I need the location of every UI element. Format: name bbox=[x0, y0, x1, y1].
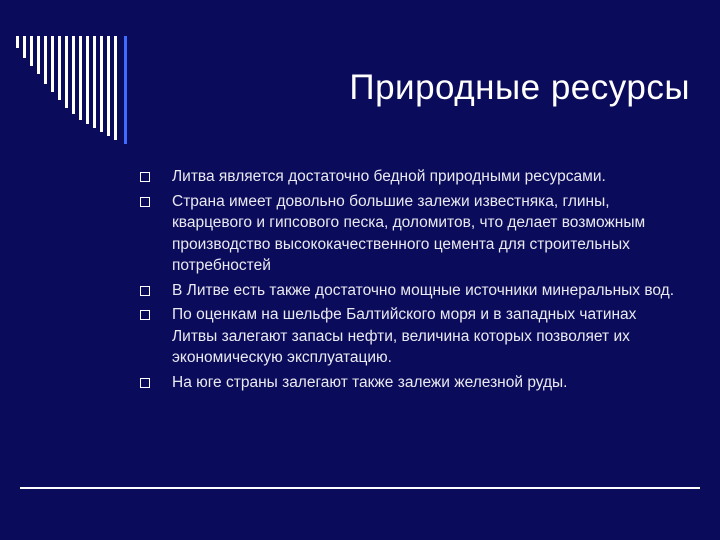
decorative-bar bbox=[79, 36, 82, 120]
decorative-bar bbox=[58, 36, 61, 100]
list-item bbox=[140, 280, 685, 302]
decorative-bar-accent bbox=[124, 36, 127, 144]
decorative-bar bbox=[16, 36, 19, 48]
bullet-list bbox=[140, 166, 685, 393]
list-item-text: Страна имеет довольно большие залежи известняка, глины, кварцевого и гипсового песка, доломитов, что делает возможным производство высококачественного цемента для строительных потребностей bbox=[172, 192, 646, 274]
list-item bbox=[140, 304, 685, 369]
decorative-bars bbox=[16, 36, 136, 146]
decorative-bar bbox=[100, 36, 103, 132]
decorative-bar bbox=[86, 36, 89, 124]
slide-title: Природные ресурсы bbox=[349, 68, 690, 107]
decorative-bar bbox=[65, 36, 68, 108]
list-item-text: В Литве есть также достаточно мощные источники минеральных вод. bbox=[172, 281, 675, 299]
decorative-bar bbox=[107, 36, 110, 136]
hollow-square-icon bbox=[140, 197, 150, 207]
list-item bbox=[140, 191, 685, 277]
decorative-bar bbox=[30, 36, 33, 66]
decorative-bar bbox=[72, 36, 75, 114]
decorative-bar bbox=[23, 36, 26, 58]
hollow-square-icon bbox=[140, 286, 150, 296]
decorative-bar bbox=[93, 36, 96, 128]
decorative-bar bbox=[51, 36, 54, 92]
list-item-text: Литва является достаточно бедной природными ресурсами. bbox=[172, 168, 606, 185]
list-item-text: По оценкам на шельфе Балтийского моря и в западных чатинах Литвы залегают запасы нефти, величина которых позволяет их экономическую эксплуатацию. bbox=[172, 306, 637, 366]
decorative-bar bbox=[44, 36, 47, 84]
list-item bbox=[140, 372, 685, 394]
hollow-square-icon bbox=[140, 172, 150, 182]
hollow-square-icon bbox=[140, 378, 150, 388]
list-item bbox=[140, 166, 685, 188]
footer-divider bbox=[20, 487, 700, 489]
list-item-text: На юге страны залегают также залежи железной руды. bbox=[172, 373, 568, 391]
decorative-bar bbox=[37, 36, 40, 74]
decorative-bar bbox=[114, 36, 117, 140]
hollow-square-icon bbox=[140, 310, 150, 320]
